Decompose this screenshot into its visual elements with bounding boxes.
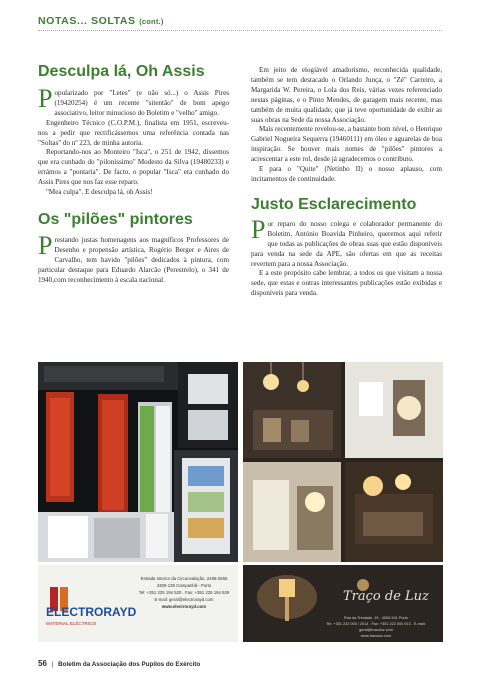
electrorayd-email: E-mail: geral@electrorayd.com	[154, 597, 214, 602]
store-interior-illustration	[38, 362, 238, 562]
article-esclarecimento-p2: E a este propósito cabe lembrar, a todos os que visitam a nossa sede, que estas e outras interessantes publicações estão exibidas e disponíveis para venda.	[251, 269, 442, 298]
lighting-showroom-illustration	[243, 362, 443, 562]
traco-phone: Tel: +351 222 005 / 2014 . Fax: +351 222 000 013 . E-mail: geral@tracoluz.com	[326, 622, 426, 632]
traco-de-luz-contact	[313, 615, 439, 639]
electrorayd-address1: Estrada Interior da Circunvalação, 2489-2555	[140, 576, 228, 581]
page-number: 56	[38, 659, 47, 668]
store-interior-photo	[38, 362, 238, 562]
publication-name: Boletim da Associação dos Pupilos do Exército	[58, 661, 201, 668]
electrorayd-address2: 4300-139 Campanhã - Porto	[156, 583, 212, 588]
traco-web[interactable]: www.tracoluz.com	[360, 634, 392, 638]
header-rule	[38, 30, 442, 31]
electrorayd-phone: Tel: +351 225 194 520 . Fax: +351 225 194 529	[138, 590, 230, 595]
photo-collage	[38, 362, 443, 562]
article-piloes-cont-p1: Em jeito de elogiável amadorismo, reconhecida qualidade, também se tem destacado o Orlando Junça, o "Zé" Carreiro, a Margarida W. Pereira, o Lola dos Reis, várias vezes referenciado nestas páginas, e o Pinto Mendes, de garagem mais recente, mas também de muita qualidade, que já teve oportunidade de exibir as suas obras na Sede da nossa Associação.	[251, 66, 442, 124]
section-title	[38, 15, 164, 27]
paragraph-text: opularizado por "Letes" (e não só...) o Assis Pires (19420254) é um recente "sitentão" de bom apego associativo, leitor minucioso do Boletim e "velho" amigo.	[54, 89, 229, 117]
section-suffix: (cont.)	[139, 17, 164, 26]
section-name: NOTAS... SOLTAS	[38, 15, 136, 27]
article-piloes-p1	[38, 230, 229, 286]
paragraph-text: or reparo do nosso colega e colaborador permanente do Boletim, António Boavida Pinheiro, queremos aqui referir que todas as publicações de obras suas que estão disponíveis para venda na sede da APE, são ofertas em que as receitas revertem para a nossa Associação.	[251, 219, 442, 268]
right-column	[251, 66, 442, 299]
page-footer	[38, 659, 200, 668]
footer-separator: |	[51, 661, 54, 668]
article-piloes-cont-p2: Mais recentemente revelou-se, a bastante bom nível, o Henrique Gabriel Nogueira Sequerra (19460111) em óleo e aguarelas de boa inspiração. Se houver mais nomes de "pilões" pintores a acrescentar a este rol, desde já agradecemos o contributo.	[251, 125, 442, 164]
article-title-esclarecimento: Justo Esclarecimento	[251, 195, 417, 213]
article-desculpa-p2: Engenheiro Técnico (C.O.P.M.), finalista em 1951, escreveu-nos a pedir que rectificássemos uma referência contada nas "Soltas" do nº 223, de minha autoria.	[38, 118, 229, 147]
dropcap: P	[38, 84, 53, 113]
traco-de-luz-brand: Traço de Luz	[343, 589, 429, 604]
dropcap: P	[251, 214, 266, 244]
article-desculpa-p4: "Mea culpa". E desculpa lá, oh Assis!	[46, 188, 153, 197]
article-title-piloes: Os "pilões" pintores	[38, 210, 193, 228]
article-esclarecimento-p1	[251, 214, 442, 270]
traco-de-luz-ad[interactable]	[243, 565, 443, 642]
paragraph-text: restando justas homenagens aos magníficos Professores de Desenho e propensão artística, Rogério Berger e Aires de Carvalho, tem havido "pilões" dedicados à pintura, com particular destaque para Eduardo Alarcão (Perestrelo), o 341 de 1940,com reconhecimento à escala nacional.	[38, 235, 229, 284]
article-title-desculpa: Desculpa lá, Oh Assis	[38, 63, 205, 80]
traco-address: Rua da Trindade, 19 - 4000-541 Porto	[344, 616, 408, 620]
article-desculpa-p1	[38, 84, 229, 119]
electrorayd-web[interactable]: www.electrorayd.com	[161, 604, 207, 609]
article-desculpa-p3: Reportando-nos ao Monteiro "Isca", o 251 de 1942, dissemos que era cunhado do "pilonissimo" Modesto da Silva (19480233) e errámos a "pontaria". De facto, o popular "Isca" era cunhado do Assis Pires que nos faz esse reparo.	[38, 148, 229, 187]
electrorayd-contact	[134, 575, 234, 610]
lighting-showroom-photo	[243, 362, 443, 562]
electrorayd-tagline: MATERIAL ELÉCTRICO	[46, 621, 97, 626]
article-piloes-cont-p3: E para o "Quite" (Netinho II) o nosso aplauso, com incitamentos de continuidade.	[251, 165, 442, 183]
electrorayd-brand: ELECTRORAYD	[46, 605, 137, 619]
left-column	[38, 62, 229, 286]
dropcap: P	[38, 230, 53, 260]
electrorayd-ad[interactable]	[38, 565, 238, 642]
page-header	[38, 12, 442, 36]
